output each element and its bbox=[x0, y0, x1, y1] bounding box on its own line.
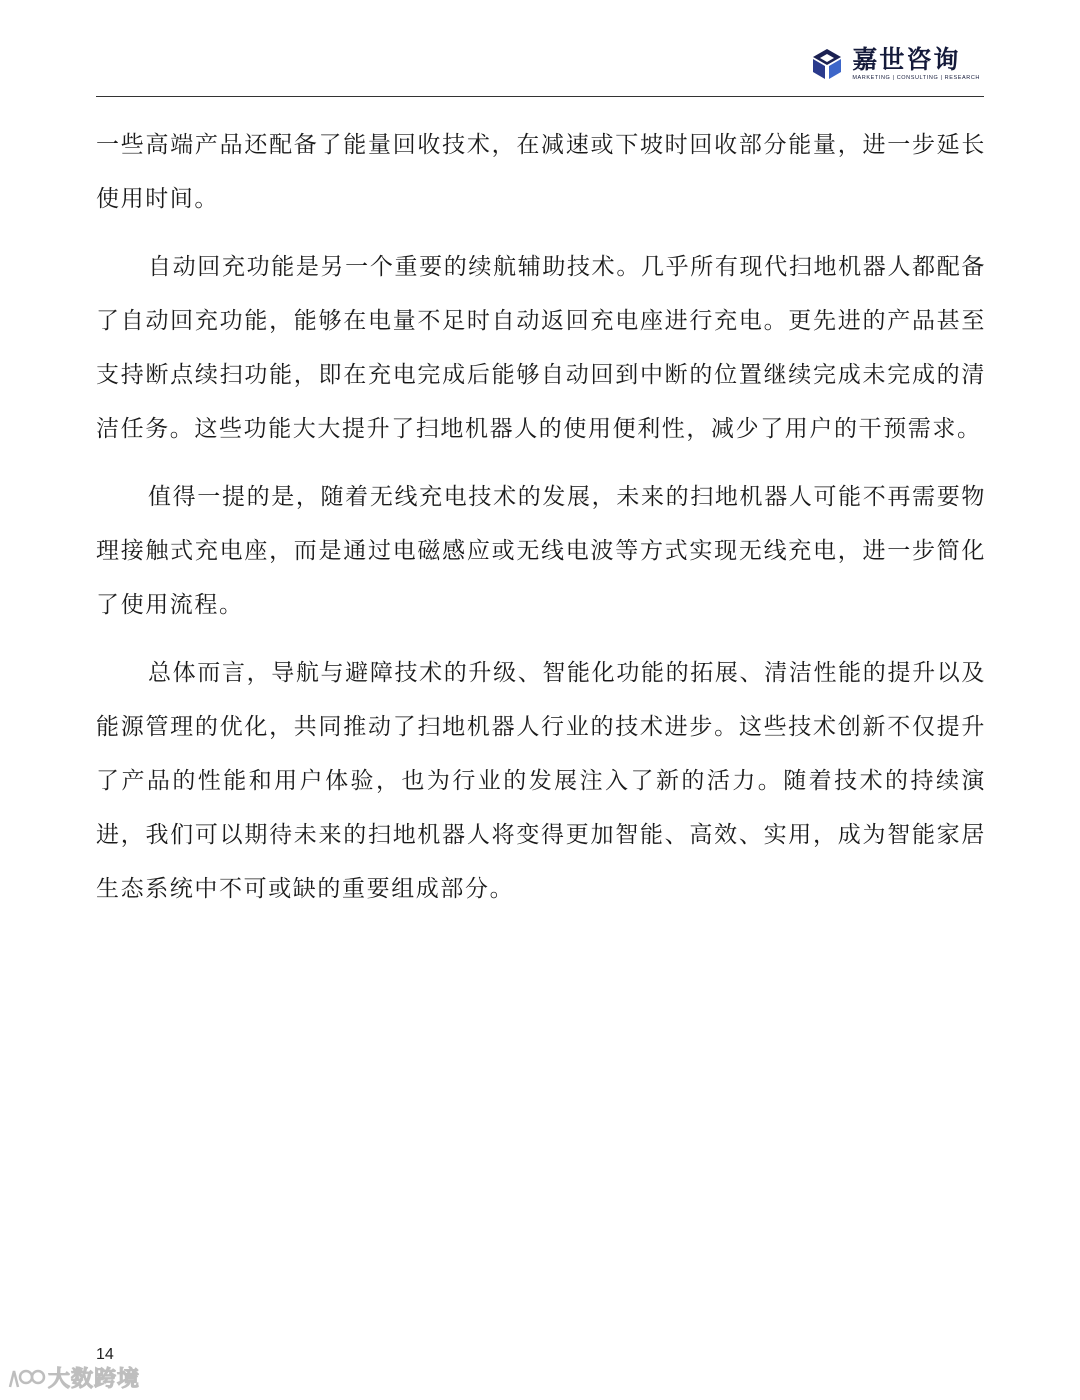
paragraph-4: 总体而言，导航与避障技术的升级、智能化功能的拓展、清洁性能的提升以及能源管理的优化，共同推动了扫地机器人行业的技术进步。这些技术创新不仅提升了产品的性能和用户体验，也为行业的发展注入了新的活力。随着技术的持续演进，我们可以期待未来的扫地机器人将变得更加智能、高效、实用，成为智能家居生态系统中不可或缺的重要组成部分。 bbox=[96, 660, 986, 902]
watermark-text: 大数跨境 bbox=[48, 1367, 141, 1392]
page-number: 14 bbox=[96, 1346, 114, 1363]
dashu-logo-icon bbox=[6, 1363, 46, 1393]
paragraph-2: 自动回充功能是另一个重要的续航辅助技术。几乎所有现代扫地机器人都配备了自动回充功能，能够在电量不足时自动返回充电座进行充电。更先进的产品甚至支持断点续扫功能，即在充电完成后能够自动回到中断的位置继续完成未完成的清洁任务。这些功能大大提升了扫地机器人的使用便利性，减少了用户的干预需求。 bbox=[96, 254, 986, 442]
brand-logo bbox=[810, 46, 980, 81]
page-header bbox=[96, 40, 984, 97]
document-body bbox=[96, 118, 986, 930]
jiashi-cube-logo-icon bbox=[810, 47, 844, 81]
brand-name: 嘉世咨询 bbox=[852, 45, 961, 74]
paragraph-1: 一些高端产品还配备了能量回收技术，在减速或下坡时回收部分能量，进一步延长使用时间。 bbox=[96, 132, 986, 212]
brand-tagline: MARKETING | CONSULTING | RESEARCH bbox=[852, 75, 980, 81]
paragraph-3: 值得一提的是，随着无线充电技术的发展，未来的扫地机器人可能不再需要物理接触式充电座，而是通过电磁感应或无线电波等方式实现无线充电，进一步简化了使用流程。 bbox=[96, 484, 986, 618]
watermark bbox=[6, 1362, 140, 1393]
